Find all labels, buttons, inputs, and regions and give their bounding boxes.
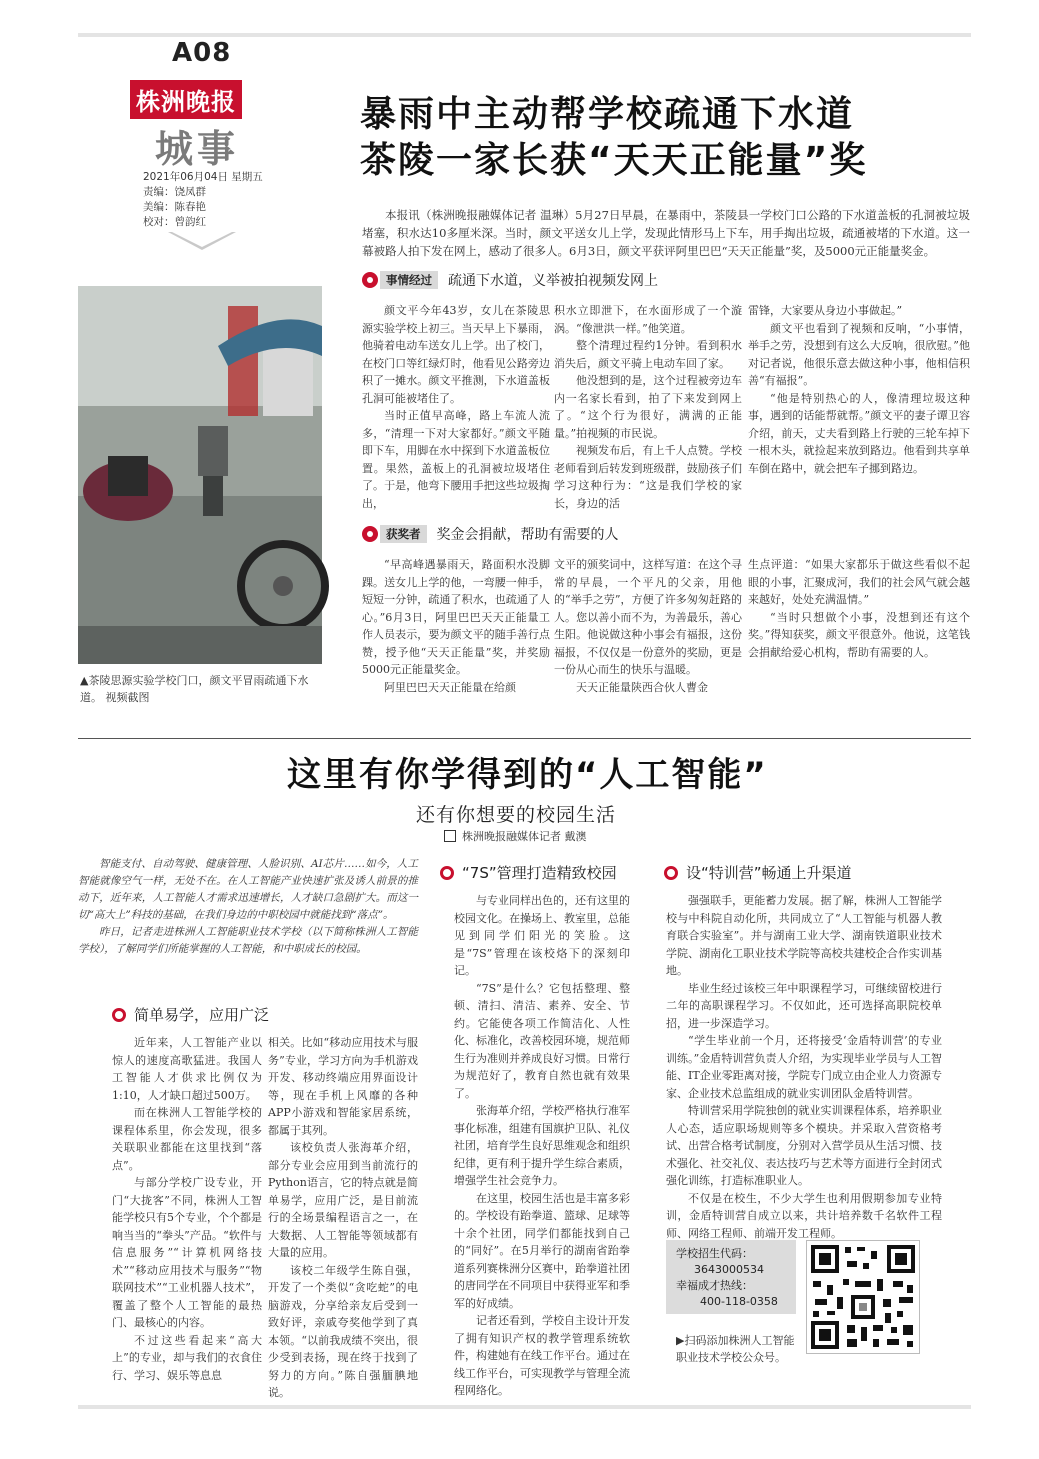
subhead-text: 简单易学，应用广泛: [134, 1006, 270, 1024]
section-heading: 疏通下水道，义举被拍视频发网上: [448, 273, 658, 289]
subhead-text: 设“特训营”畅通上升渠道: [686, 864, 852, 882]
qr-code[interactable]: [806, 1240, 920, 1354]
bullet-icon: [362, 272, 378, 288]
section-tag-winner: [362, 524, 619, 544]
tag-label: 事情经过: [380, 271, 438, 289]
article-photo: [78, 286, 322, 664]
subhead-7s: [440, 862, 617, 883]
a2-s1-col2: 相关。比如“移动应用技术与服务”专业，学习方向为手机游戏开发、移动终端应用界面设计等，现在手机上风靡的各种APP小游戏和智能家居系统，都属于其列。 该校负责人张海革介绍，部分专业会应用到当前流行的Python语言，它的特点就是简单易学，应用广泛，是目前流行的全场景编程语言之一，在大数据、人工智能等领域都有大量的应用。 该校二年级学生陈自强，开发了一个类似“贪吃蛇”的电脑游戏，分享给亲友后受到一致好评，亲戚夸奖他学到了真本领。“以前我成绩不突出，很少受到表扬，现在终于找到了努力的方向。”陈自强腼腆地说。: [268, 1036, 418, 1399]
code-label: 学校招生代码：: [676, 1247, 753, 1260]
issue-date: 2021年06月04日 星期五: [143, 171, 263, 183]
subhead-text: “7S”管理打造精致校园: [462, 864, 617, 882]
designer-credit: 美编：陈春艳: [143, 201, 206, 213]
photo-caption: ▲茶陵思源实验学校门口，颜文平冒雨疏通下水道。 视频截图: [80, 674, 309, 704]
qr-caption: ▶扫码添加株洲人工智能职业技术学校公众号。: [676, 1334, 795, 1364]
a2-s1-col1: 近年来，人工智能产业以惊人的速度高歌猛进。我国人工智能人才供求比例仅为1:10，人才缺口超过500万。 而在株洲人工智能学校的课程体系里，你会发现，很多关联职业都能在这里找到“落点”。 与部分学校广设专业，开门“大拢客”不同，株洲人工智能学校只有5个专业，个个都是响当当的“拳头”产品。“软件与信息服务”“计算机网络技术”“移动应用技术与服务”“物联网技术”“工业机器人技术”，覆盖了整个人工智能的最热门、最核心的内容。 不过这些看起来“高大上”的专业，却与我们的衣食住行、学习、娱乐等息息: [112, 1036, 262, 1382]
article2-intro: 智能支付、自动驾驶、健康管理、人脸识别、AI芯片……如今，人工智能就像空气一样，无处不在。在人工智能产业快速扩张及诱人前景的推动下，近年来，人工智能人才需求迅速增长，人才缺口急剧扩大。而这一切“高大上”科技的基础，在我们身边的中职校园中就能找到“落点”。 昨日，记者走进株洲人工智能职业技术学校（以下简称株洲人工智能学校），了解同学们所能掌握的人工智能，和中职成长的校园。: [78, 858, 418, 955]
ring-bullet-icon: [440, 866, 454, 880]
hotline-label: 幸福成才热线：: [676, 1279, 753, 1292]
a1-s1-col1: 颜文平今年43岁，女儿在茶陵思源实验学校上初三。当天早上下暴雨，他骑着电动车送女儿上学。出了校门，在校门口等红绿灯时，他看见公路旁边积了一摊水。颜文平推测，下水道盖板孔洞可能被堵住了。 当时正值早高峰，路上车流人流多，“清理一下对大家都好。”颜文平随即下车，用脚在水中探到下水道盖板位置。果然，盖板上的孔洞被垃圾堵住了。于是，他弯下腰用手把这些垃圾掏出，: [362, 304, 550, 510]
a1-s1-col3: 雷锋，大家要从身边小事做起。” 颜文平也看到了视频和反响，“小事情，举手之劳，没想到有这么大反响，很欣慰。”他对记者说，他很乐意去做这种小事，他相信积善“有福报”。 “他是特别热心的人，像清理垃圾这种事，遇到的话能帮就帮。”颜文平的妻子谭卫容介绍，前天，丈夫看到路上行驶的三轮车掉下一根木头，就捡起来放到路边。他看到共享单车倒在路中，就会把车子挪到路边。: [748, 304, 970, 475]
a2-s3-col: 强强联手，更能蓄力发展。据了解，株洲人工智能学校与中科院自动化所，共同成立了“人工智能与机器人教育联合实验室”。并与湖南工业大学、湖南铁道职业技术学院、湖南化工职业技术学院等高校共建校企合作实训基地。 毕业生经过该校三年中职课程学习，可继续留校进行二年的高职课程学习。不仅如此，还可选择高职院校单招，进一步深造学习。 “学生毕业前一个月，还将接受‘金盾特训营’的专业训练。”金盾特训营负责人介绍，为实现毕业学员与人工智能、IT企业零距离对接，学院专门成立由企业人力资源专家、企业技术总监组成的就业实训团队金盾特训营。 特训营采用学院独创的就业实训课程体系，培养职业人心态，适应职场规则等多个模块。并采取入营资格考试、出营合格考试制度，分别对入营学员从生活习惯、技术强化、社交礼仪、表达技巧与艺术等方面进行全封闭式强化训练，打造标准职业人。 不仅是在校生，不少大学生也利用假期参加专业特训，金盾特训营自成立以来，共计培养数千名软件工程师、网络工程师、前端开发工程师。: [666, 894, 942, 1240]
article2-subtitle: 还有你想要的校园生活: [416, 804, 617, 826]
tag-label: 获奖者: [380, 525, 427, 543]
a1-s2-col2: 文平的颁奖词中，这样写道：在这个寻常的早晨，一个平凡的父亲，用他的“举手之劳”，方便了许多匆匆赶路的人。您以善小而不为，为善最乐，善心生阳。他说做这种小事会有福报，这份福报，不仅仅是一份意外的奖励，更是一份从心而生的快乐与温暖。 天天正能量陕西合伙人曹金: [554, 558, 742, 694]
section-heading: 奖金会捐献，帮助有需要的人: [436, 527, 619, 543]
bullet-icon: [362, 526, 378, 542]
article2-byline: 株洲晚报融媒体记者 戴澳: [462, 830, 587, 843]
ring-bullet-icon: [664, 866, 678, 880]
article-divider: [78, 738, 971, 739]
article1-title-line1: 暴雨中主动帮学校疏通下水道: [360, 94, 855, 135]
article1-title-line2: 茶陵一家长获“天天正能量”奖: [360, 140, 868, 181]
byline-square-icon: [444, 830, 456, 842]
a1-s1-col2: 积水立即泄下，在水面形成了一个漩涡。“像泄洪一样。”他笑道。 整个清理过程约1分钟。看到积水消失后，颜文平骑上电动车回了家。 他没想到的是，这个过程被旁边车内一名家长看到，拍了下来发到网上了。“这个行为很好，满满的正能量。”拍视频的市民说。 视频发布后，有上千人点赞。学校老师看到后转发到班级群，鼓励孩子们学习这种行为：“这是我们学校的家长，身边的活: [554, 304, 742, 510]
top-rule: [78, 33, 971, 37]
page-meta: [143, 170, 263, 230]
ring-bullet-icon: [112, 1008, 126, 1022]
section-name: 城事: [155, 126, 240, 171]
subhead-training-camp: [664, 862, 852, 883]
code-value: 3643000534: [694, 1263, 764, 1276]
qr-code-icon: [807, 1241, 919, 1353]
editor-credit: 责编：饶凤群: [143, 186, 206, 198]
a1-s2-col1: “早高峰遇暴雨天，路面积水没脚踝。送女儿上学的他，一弯腰一伸手，短短一分钟，疏通了积水，也疏通了人心。”6月3日，阿里巴巴天天正能量工作人员表示，要为颜文平的随手善行点赞，授予他“天天正能量”奖，并奖励5000元正能量奖金。 阿里巴巴天天正能量在给颜: [362, 558, 550, 694]
section-tag-process: [362, 270, 658, 290]
a1-s2-col3: 生点评道：“如果大家都乐于做这些看似不起眼的小事，汇聚成河，我们的社会风气就会越来越好，处处充满温情。” “当时只想做个小事，没想到还有这个奖。”得知获奖，颜文平很意外。他说，这笔钱会捐献给爱心机构，帮助有需要的人。: [748, 558, 970, 659]
school-info-box: [666, 1240, 796, 1314]
article1-lead: 本报讯（株洲晚报融媒体记者 温琳）5月27日早晨，在暴雨中，茶陵县一学校门口公路的下水道盖板的孔洞被垃圾堵塞，积水达10多厘米深。当时，颜文平送女儿上学，发现此情形马上下车，用手掏出垃圾，疏通被堵的下水道。这一幕被路人拍下发在网上，感动了很多人。6月3日，颜文平获评阿里巴巴“天天正能量”奖，及5000元正能量奖金。: [362, 208, 970, 258]
a2-s2-col: 与专业同样出色的，还有这里的校园文化。在操场上、教室里，总能见到同学们阳光的笑脸。这是“7S”管理在该校烙下的深刻印记。 “7S”是什么？它包括整理、整顿、清扫、清洁、素养、安全、节约。它能使各项工作简洁化、人性化、标准化，改善校园环境，规范师生行为准则并养成良好习惯。日常行为规范好了，教育自然也就有效果了。 张海革介绍，学校严格执行准军事化标准，组建有国旗护卫队、礼仪社团，培育学生良好思维观念和组织纪律，更有利于提升学生综合素质，增强学生社会竞争力。 在这里，校园生活也是丰富多彩的。学校设有跆拳道、篮球、足球等十余个社团，同学们都能找到自己的“同好”。在5月举行的湖南省跆拳道系列赛株洲分区赛中，跆拳道社团的唐同学在不同项目中获得亚军和季军的好成绩。 记者还看到，学校自主设计开发了拥有知识产权的教学管理系统软件，构建她有在线工作平台。通过在线工作平台，可实现教学与管理全流程网络化。: [454, 894, 630, 1397]
chevron-inner: [172, 232, 232, 247]
proofreader-credit: 校对：曾韵红: [143, 216, 206, 228]
bottom-rule: [78, 1405, 971, 1409]
subhead-easy-learn: [112, 1004, 269, 1025]
newspaper-logo: 株洲晚报: [130, 80, 242, 119]
article2-title: 这里有你学得到的“人工智能”: [287, 755, 768, 795]
page-number: A08: [172, 38, 232, 68]
hotline-value: 400-118-0358: [700, 1295, 778, 1308]
rainy-street-photo: [78, 286, 322, 664]
